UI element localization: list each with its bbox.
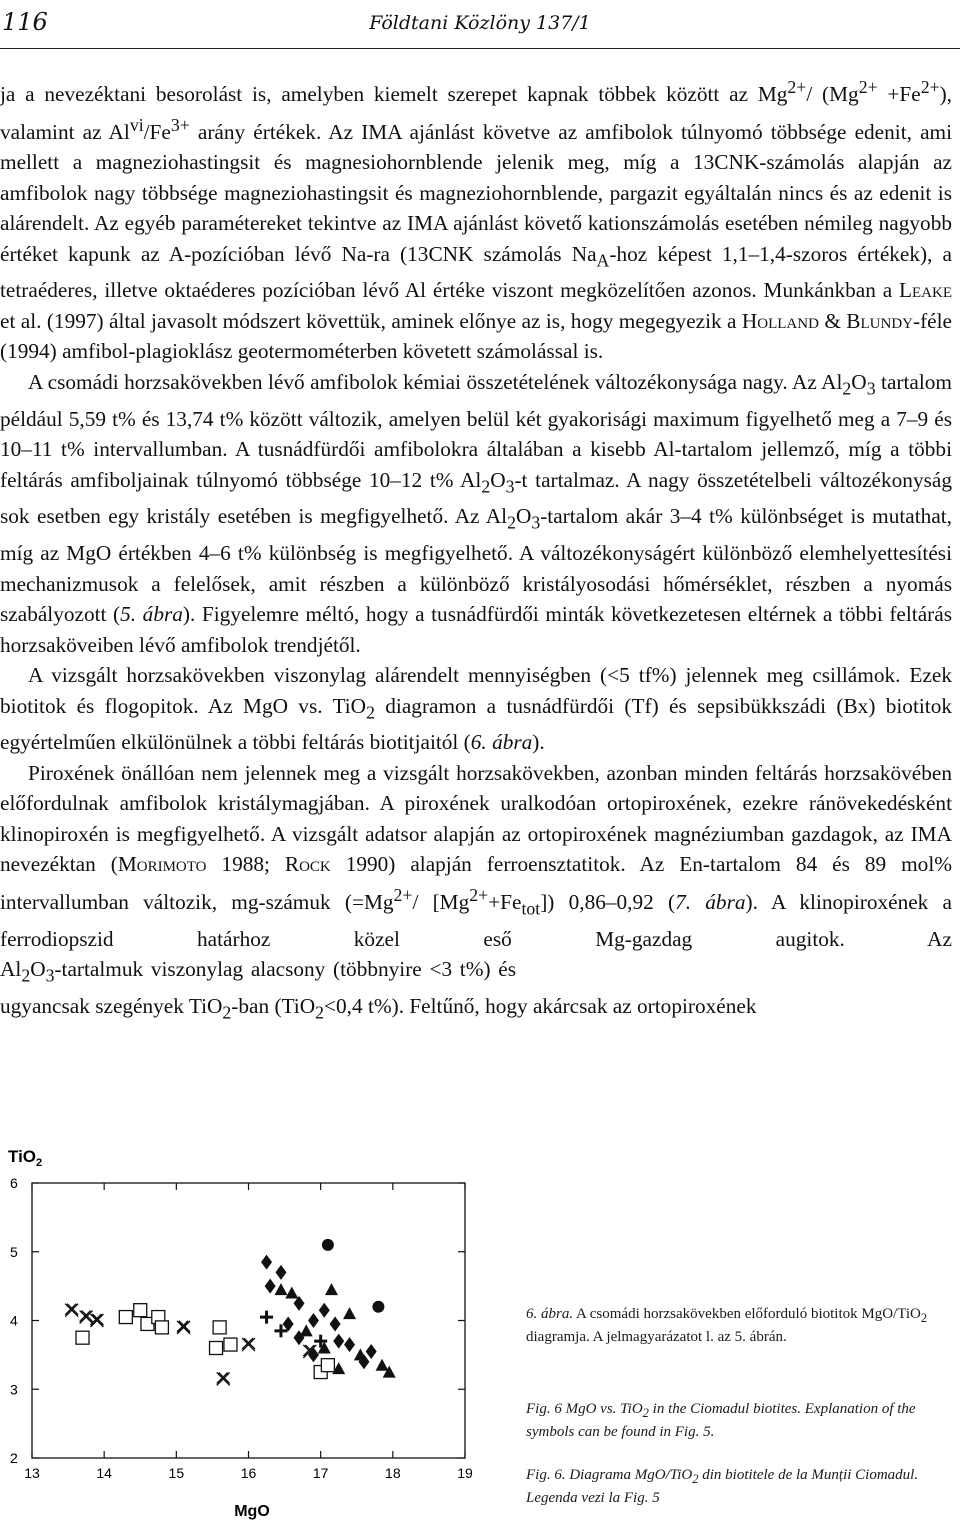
author-blundy: Blundy [846, 308, 913, 333]
triangle-marker [285, 1287, 298, 1299]
figure-ref-7: 7. ábra [675, 890, 746, 915]
diamond-marker [319, 1303, 330, 1318]
y-tick-label: 5 [10, 1243, 18, 1260]
diamond-marker [275, 1265, 286, 1280]
y-axis-label: TiO$_2$ [8, 1147, 43, 1169]
diamond-marker [366, 1344, 377, 1359]
cross-marker [242, 1338, 255, 1351]
triangle-marker [343, 1307, 356, 1319]
figure-caption-hungarian: 6. ábra. A csomádi horzsakövekben előforduló biotitok MgO/TiO$_2$ diagramja. A jelmagyarázatot l. az 5. ábrán. [526, 1306, 928, 1345]
square-marker [224, 1338, 237, 1351]
x-tick-label: 15 [168, 1465, 185, 1481]
figure-ref-6: 6. ábra [470, 730, 533, 755]
x-tick-label: 19 [457, 1465, 473, 1481]
paragraph-3: A vizsgált horzsakövekben viszonylag alárendelt mennyiségben (<5 tf%) jelennek meg csillámok. Ezek biotitok és flogopitok. Az MgO vs. TiO$_2$ diagramon a tusnádfürdői (Tf) és sepsibükkszádi (Bx) biotitok egyértelműen elkülönülnek a többi feltárás biotitjaitól (6. ábra). [0, 663, 953, 755]
square-marker [210, 1342, 223, 1355]
x-axis-label: MgO [234, 1503, 270, 1520]
figure-caption-romanian: Fig. 6. Diagrama MgO/TiO$_2$ din biotitele de la Munții Ciomadul. Legenda vezi la Fig. 5 [526, 1467, 919, 1506]
cross-marker [177, 1321, 190, 1334]
author-holland: Holland [741, 308, 819, 333]
circle-marker [372, 1301, 384, 1313]
circle-marker [322, 1239, 334, 1251]
triangle-marker [300, 1324, 313, 1336]
y-tick-label: 3 [10, 1381, 18, 1398]
plus-marker [260, 1311, 273, 1324]
cross-marker [80, 1311, 93, 1324]
diamond-marker [330, 1316, 341, 1331]
diamond-marker [283, 1316, 294, 1331]
article-body [0, 72, 952, 1028]
author-leake: Leake [899, 278, 952, 303]
cross-marker [217, 1372, 230, 1385]
square-marker [119, 1311, 132, 1324]
author-morimoto: Morimoto [117, 852, 207, 877]
triangle-marker [325, 1283, 338, 1295]
paragraph-4: Piroxének önállóan nem jelennek meg a vizsgált horzsakövekben, azonban minden feltárás horzsakövében előfordulnak amfibolok kristálymagjában. A piroxének uralkodóan ortopiroxének, ezekre ránövekedésként klinopiroxén is megfigyelhető. A vizsgált adatsor alapján az ortopiroxének magnéziumban gazdagok, az IMA nevezéktan (Morimoto 1988; Rock 1990) alapján ferroensztatitok. Az En-tartalom 84 és 89 mol% intervallumban változik, mg-számuk ($=Mg^{2+}/$ $[Mg^{2+}+Fe_{tot}]$) 0,86–0,92 (7. ábra). A klinopiroxének a ferrodiopszid határhoz közel eső Mg-gazdag augitok. Az Al $_2O_3$-tartalmuk viszonylag alacsony (többnyire <3 t%) és ugyancsak szegények TiO$_2$-ban (TiO$_2$<0,4 t%). Feltűnő, hogy akárcsak az ortopiroxének [0, 760, 952, 1023]
y-tick-label: 2 [10, 1450, 18, 1466]
figure-spacer [516, 954, 952, 974]
triangle-marker [274, 1283, 287, 1295]
diamond-marker [261, 1255, 272, 1270]
y-tick-label: 4 [10, 1312, 18, 1329]
square-marker [213, 1321, 226, 1334]
paragraph-2: A csomádi horzsakövekben lévő amfibolok kémiai összetételének változékonysága nagy. Az $Al_2O_3$ tartalom például 5,59 t% és 13,74 t% között változik, amelyen belül két gyakorisági maximum figyelhető meg a 7–9 és 10–11 t% intervallumban. A tusnádfürdői amfibolokra általában a kisebb Al-tartalom jellemző, míg a többi feltárás amfiboljainak túlnyomó többsége 10–12 t% $Al_2O_3-t$ tartalmaz. A nagy összetételbeli változékonyság sok esetben egy kristály esetében is megfigyelhető. Az $Al_2O_3$-tartalom akár 3–4 t% különbséget is mutathat, míg az MgO értékben 4–6 t% különbség is megfigyelhető. A változékonyságért különböző elemhelyettesítési mechanizmusok a felelősek, amit részben a különböző kristályosodási hőmérséklet, részben a nyomás szabályozott (5. ábra). Figyelemre méltó, hogy a tusnádfürdői minták következetesen eltérnek a többi feltárás horzsaköveiben lévő amfibolok trendjétől. [0, 369, 953, 657]
x-tick-label: 14 [96, 1465, 112, 1481]
figure-caption-english: Fig. 6 MgO vs. TiO$_2$ in the Ciomadul biotites. Explanation of the symbols can be found in Fig. 5. [526, 1401, 916, 1440]
triangle-marker [376, 1359, 389, 1371]
y-tick-label: 6 [10, 1175, 18, 1191]
cross-marker [65, 1304, 78, 1317]
x-tick-label: 16 [240, 1465, 257, 1481]
x-tick-label: 13 [24, 1465, 40, 1481]
x-tick-label: 18 [385, 1465, 401, 1481]
square-marker [76, 1331, 89, 1344]
square-marker [134, 1304, 147, 1317]
running-header [0, 6, 960, 46]
square-marker [155, 1321, 168, 1334]
mgo-tio2-scatter-chart [0, 1138, 500, 1523]
header-rule [0, 48, 960, 49]
author-rock: Rock [284, 852, 331, 877]
diamond-marker [265, 1279, 276, 1294]
journal-title: Földtani Közlöny 137/1 [369, 12, 591, 34]
page-number: 116 [2, 8, 48, 36]
square-marker [321, 1359, 334, 1372]
triangle-marker [354, 1348, 367, 1360]
diamond-marker [308, 1313, 319, 1328]
figure-ref-5: 5. ábra [120, 602, 183, 627]
diamond-marker [344, 1337, 355, 1352]
paragraph-1: ja a nevezéktani besorolást is, amelyben kiemelt szerepet kapnak többek között az $Mg^{2+}/$ $(Mg^{2+} +Fe^{2+})$, valamint az $Al^{vi}/Fe^{3+}$ arány értékek. Az IMA ajánlást követve az amfibolok túlnyomó többsége edenit, ami mellett a magneziohastingsit és magnesiohornblende jelenik meg, míg a 13CNK-számolás alapján az amfibolok nagy többsége magneziohastingsit és magneziohornblende, pargazit egyáltalán nincs és az edenit is alárendelt. Az egyéb paramétereket tekintve az IMA ajánlást követő kationszámolás esetében némileg nagyobb értéket kapunk az A-pozícióban lévő Na-ra (13CNK számolás $Na_A$-hoz képest 1,1–1,4-szoros értékek), a tetraéderes, illetve oktaéderes pozícióban lévő Al értéke viszont megközelítően azonos. Munkánkban a Leake et al. (1997) által javasolt módszert követtük, aminek előnye az is, hogy megegyezik a Holland & Blundy-féle (1994) amfibol-plagioklász geotermométerben követett számolással is. [0, 77, 952, 364]
diamond-marker [333, 1334, 344, 1349]
x-tick-label: 17 [312, 1465, 329, 1481]
